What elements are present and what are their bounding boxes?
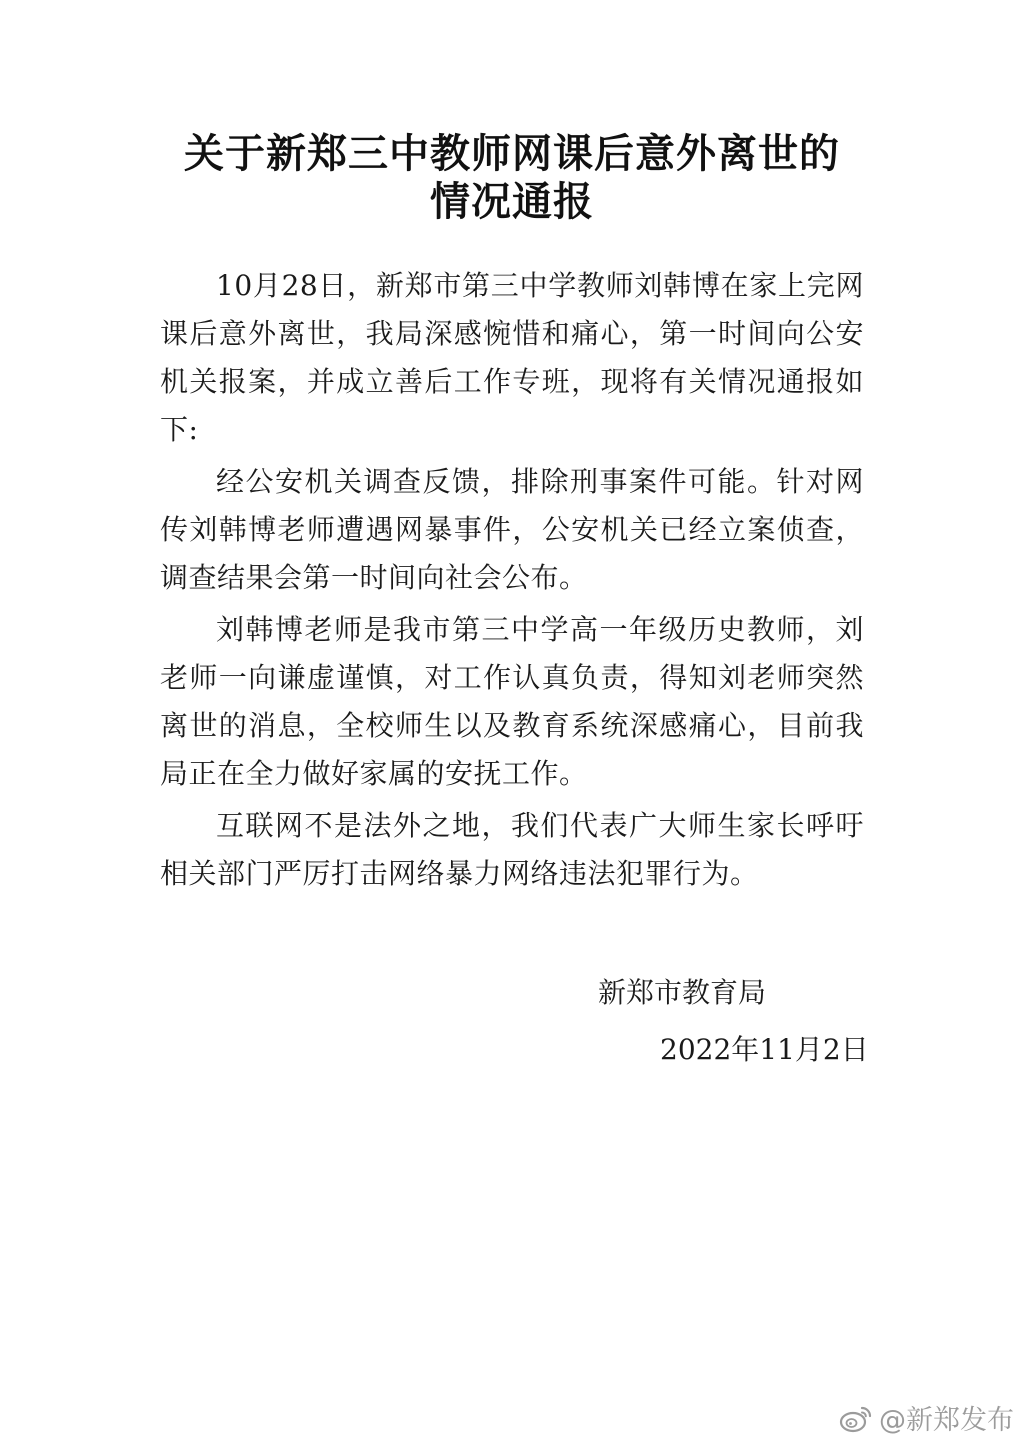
paragraph-1: 10月28日，新郑市第三中学教师刘韩博在家上完网课后意外离世，我局深感惋惜和痛心，第一时间向公安机关报案，并成立善后工作专班，现将有关情况通报如下: <box>160 269 864 446</box>
watermark-text: @新郑发布 <box>879 1405 1014 1436</box>
paragraph-4: 互联网不是法外之地，我们代表广大师生家长呼吁相关部门严厉打击网络暴力网络违法犯罪行为。 <box>160 809 864 890</box>
notice-body <box>160 262 864 902</box>
paragraph-2: 经公安机关调查反馈，排除刑事案件可能。针对网传刘韩博老师遭遇网暴事件，公安机关已经立案侦查，调查结果会第一时间向社会公布。 <box>160 465 864 594</box>
title-line-2: 情况通报 <box>430 178 594 225</box>
title-line-1: 关于新郑三中教师网课后意外离世的 <box>184 130 840 177</box>
watermark <box>839 1398 1014 1437</box>
paragraph-3: 刘韩博老师是我市第三中学高一年级历史教师，刘老师一向谦虚谨慎，对工作认真负责，得知刘老师突然离世的消息，全校师生以及教育系统深感痛心，目前我局正在全力做好家属的安抚工作。 <box>160 613 864 790</box>
weibo-icon <box>839 1403 873 1433</box>
signature-organization: 新郑市教育局 <box>598 976 767 1009</box>
signature-date: 2022年11月2日 <box>660 1033 869 1066</box>
